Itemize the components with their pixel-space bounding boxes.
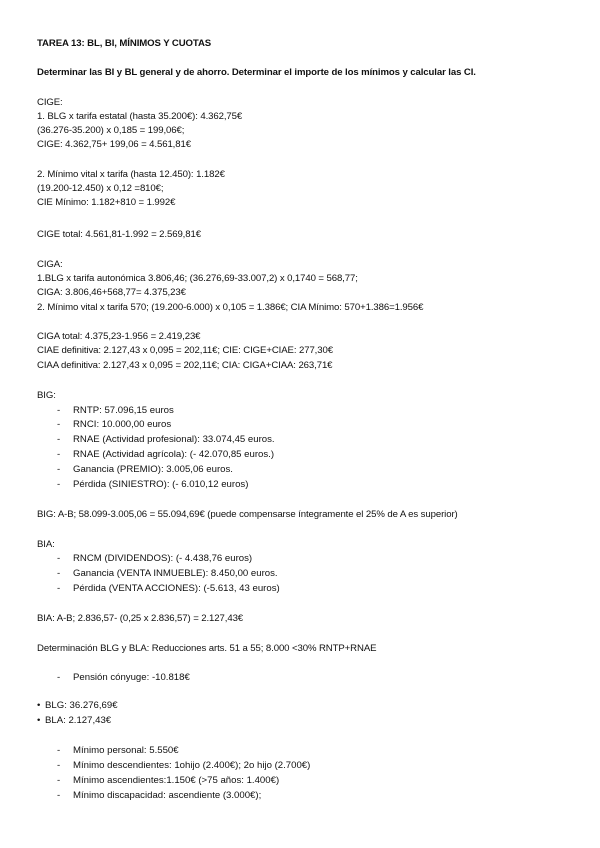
big-item: Ganancia (PREMIO): 3.005,06 euros. xyxy=(73,464,233,475)
big-heading: BIG: xyxy=(37,390,56,401)
reducciones-heading: Determinación BLG y BLA: Reducciones arts. 51 a 55; 8.000 <30% RNTP+RNAE xyxy=(37,643,377,654)
minimo-item: Mínimo ascendientes:1.150€ (>75 años: 1.400€) xyxy=(73,775,280,786)
list-dash: - xyxy=(57,568,61,579)
cige-line-1: 1. BLG x tarifa estatal (hasta 35.200€): 4.362,75€ xyxy=(37,111,243,122)
bullet-icon: • xyxy=(37,700,41,711)
big-item: RNAE (Actividad profesional): 33.074,45 euros. xyxy=(73,434,275,445)
cige-line-3: CIGE: 4.362,75+ 199,06 = 4.561,81€ xyxy=(37,139,191,150)
big-item: Pérdida (SINIESTRO): (- 6.010,12 euros) xyxy=(73,479,249,490)
minimo-item: Mínimo descendientes: 1ohijo (2.400€); 2o hijo (2.700€) xyxy=(73,760,311,771)
list-dash: - xyxy=(57,760,61,771)
bia-heading: BIA: xyxy=(37,539,55,550)
cige-total: CIGE total: 4.561,81-1.992 = 2.569,81€ xyxy=(37,229,201,240)
cige-line-5: (19.200-12.450) x 0,12 =810€; xyxy=(37,183,164,194)
minimo-item: Mínimo personal: 5.550€ xyxy=(73,745,179,756)
blg-value: BLG: 36.276,69€ xyxy=(45,700,118,711)
list-dash: - xyxy=(57,790,61,801)
ciga-line-1: 1.BLG x tarifa autonómica 3.806,46; (36.276,69-33.007,2) x 0,1740 = 568,77; xyxy=(37,273,358,284)
bullet-icon: • xyxy=(37,715,41,726)
big-calculation: BIG: A-B; 58.099-3.005,06 = 55.094,69€ (puede compensarse íntegramente el 25% de A es superior) xyxy=(37,509,458,520)
list-dash: - xyxy=(57,419,61,430)
bia-calculation: BIA: A-B; 2.836,57- (0,25 x 2.836,57) = 2.127,43€ xyxy=(37,613,244,624)
list-dash: - xyxy=(57,745,61,756)
cige-line-6: CIE Mínimo: 1.182+810 = 1.992€ xyxy=(37,197,176,208)
list-dash: - xyxy=(57,479,61,490)
bla-value: BLA: 2.127,43€ xyxy=(45,715,112,726)
bia-item: Ganancia (VENTA INMUEBLE): 8.450,00 euros. xyxy=(73,568,278,579)
ciga-total: CIGA total: 4.375,23-1.956 = 2.419,23€ xyxy=(37,331,201,342)
cige-line-4: 2. Mínimo vital x tarifa (hasta 12.450): 1.182€ xyxy=(37,169,225,180)
list-dash: - xyxy=(57,553,61,564)
cige-heading: CIGE: xyxy=(37,97,63,108)
ciga-heading: CIGA: xyxy=(37,259,63,270)
cige-line-2: (36.276-35.200) x 0,185 = 199,06€; xyxy=(37,125,185,136)
big-item: RNAE (Actividad agrícola): (- 42.070,85 euros.) xyxy=(73,449,275,460)
minimo-item: Mínimo discapacidad: ascendiente (3.000€); xyxy=(73,790,262,801)
list-dash: - xyxy=(57,449,61,460)
ciaa-definitiva: CIAA definitiva: 2.127,43 x 0,095 = 202,11€; CIA: CIGA+CIAA: 263,71€ xyxy=(37,360,333,371)
reducciones-item: Pensión cónyuge: -10.818€ xyxy=(73,672,190,683)
bia-item: RNCM (DIVIDENDOS): (- 4.438,76 euros) xyxy=(73,553,253,564)
ciga-line-2: CIGA: 3.806,46+568,77= 4.375,23€ xyxy=(37,287,186,298)
document-title: TAREA 13: BL, BI, MÍNIMOS Y CUOTAS xyxy=(37,38,212,49)
list-dash: - xyxy=(57,434,61,445)
list-dash: - xyxy=(57,775,61,786)
document-subtitle: Determinar las BI y BL general y de ahorro. Determinar el importe de los mínimos y calcular las CI. xyxy=(37,67,476,78)
list-dash: - xyxy=(57,464,61,475)
list-dash: - xyxy=(57,672,61,683)
big-item: RNTP: 57.096,15 euros xyxy=(73,405,174,416)
list-dash: - xyxy=(57,583,61,594)
ciga-line-3: 2. Mínimo vital x tarifa 570; (19.200-6.000) x 0,105 = 1.386€; CIA Mínimo: 570+1.386=1.956€ xyxy=(37,302,424,313)
bia-item: Pérdida (VENTA ACCIONES): (-5.613, 43 euros) xyxy=(73,583,280,594)
big-item: RNCI: 10.000,00 euros xyxy=(73,419,172,430)
ciae-definitiva: CIAE definitiva: 2.127,43 x 0,095 = 202,11€; CIE: CIGE+CIAE: 277,30€ xyxy=(37,345,333,356)
list-dash: - xyxy=(57,405,61,416)
